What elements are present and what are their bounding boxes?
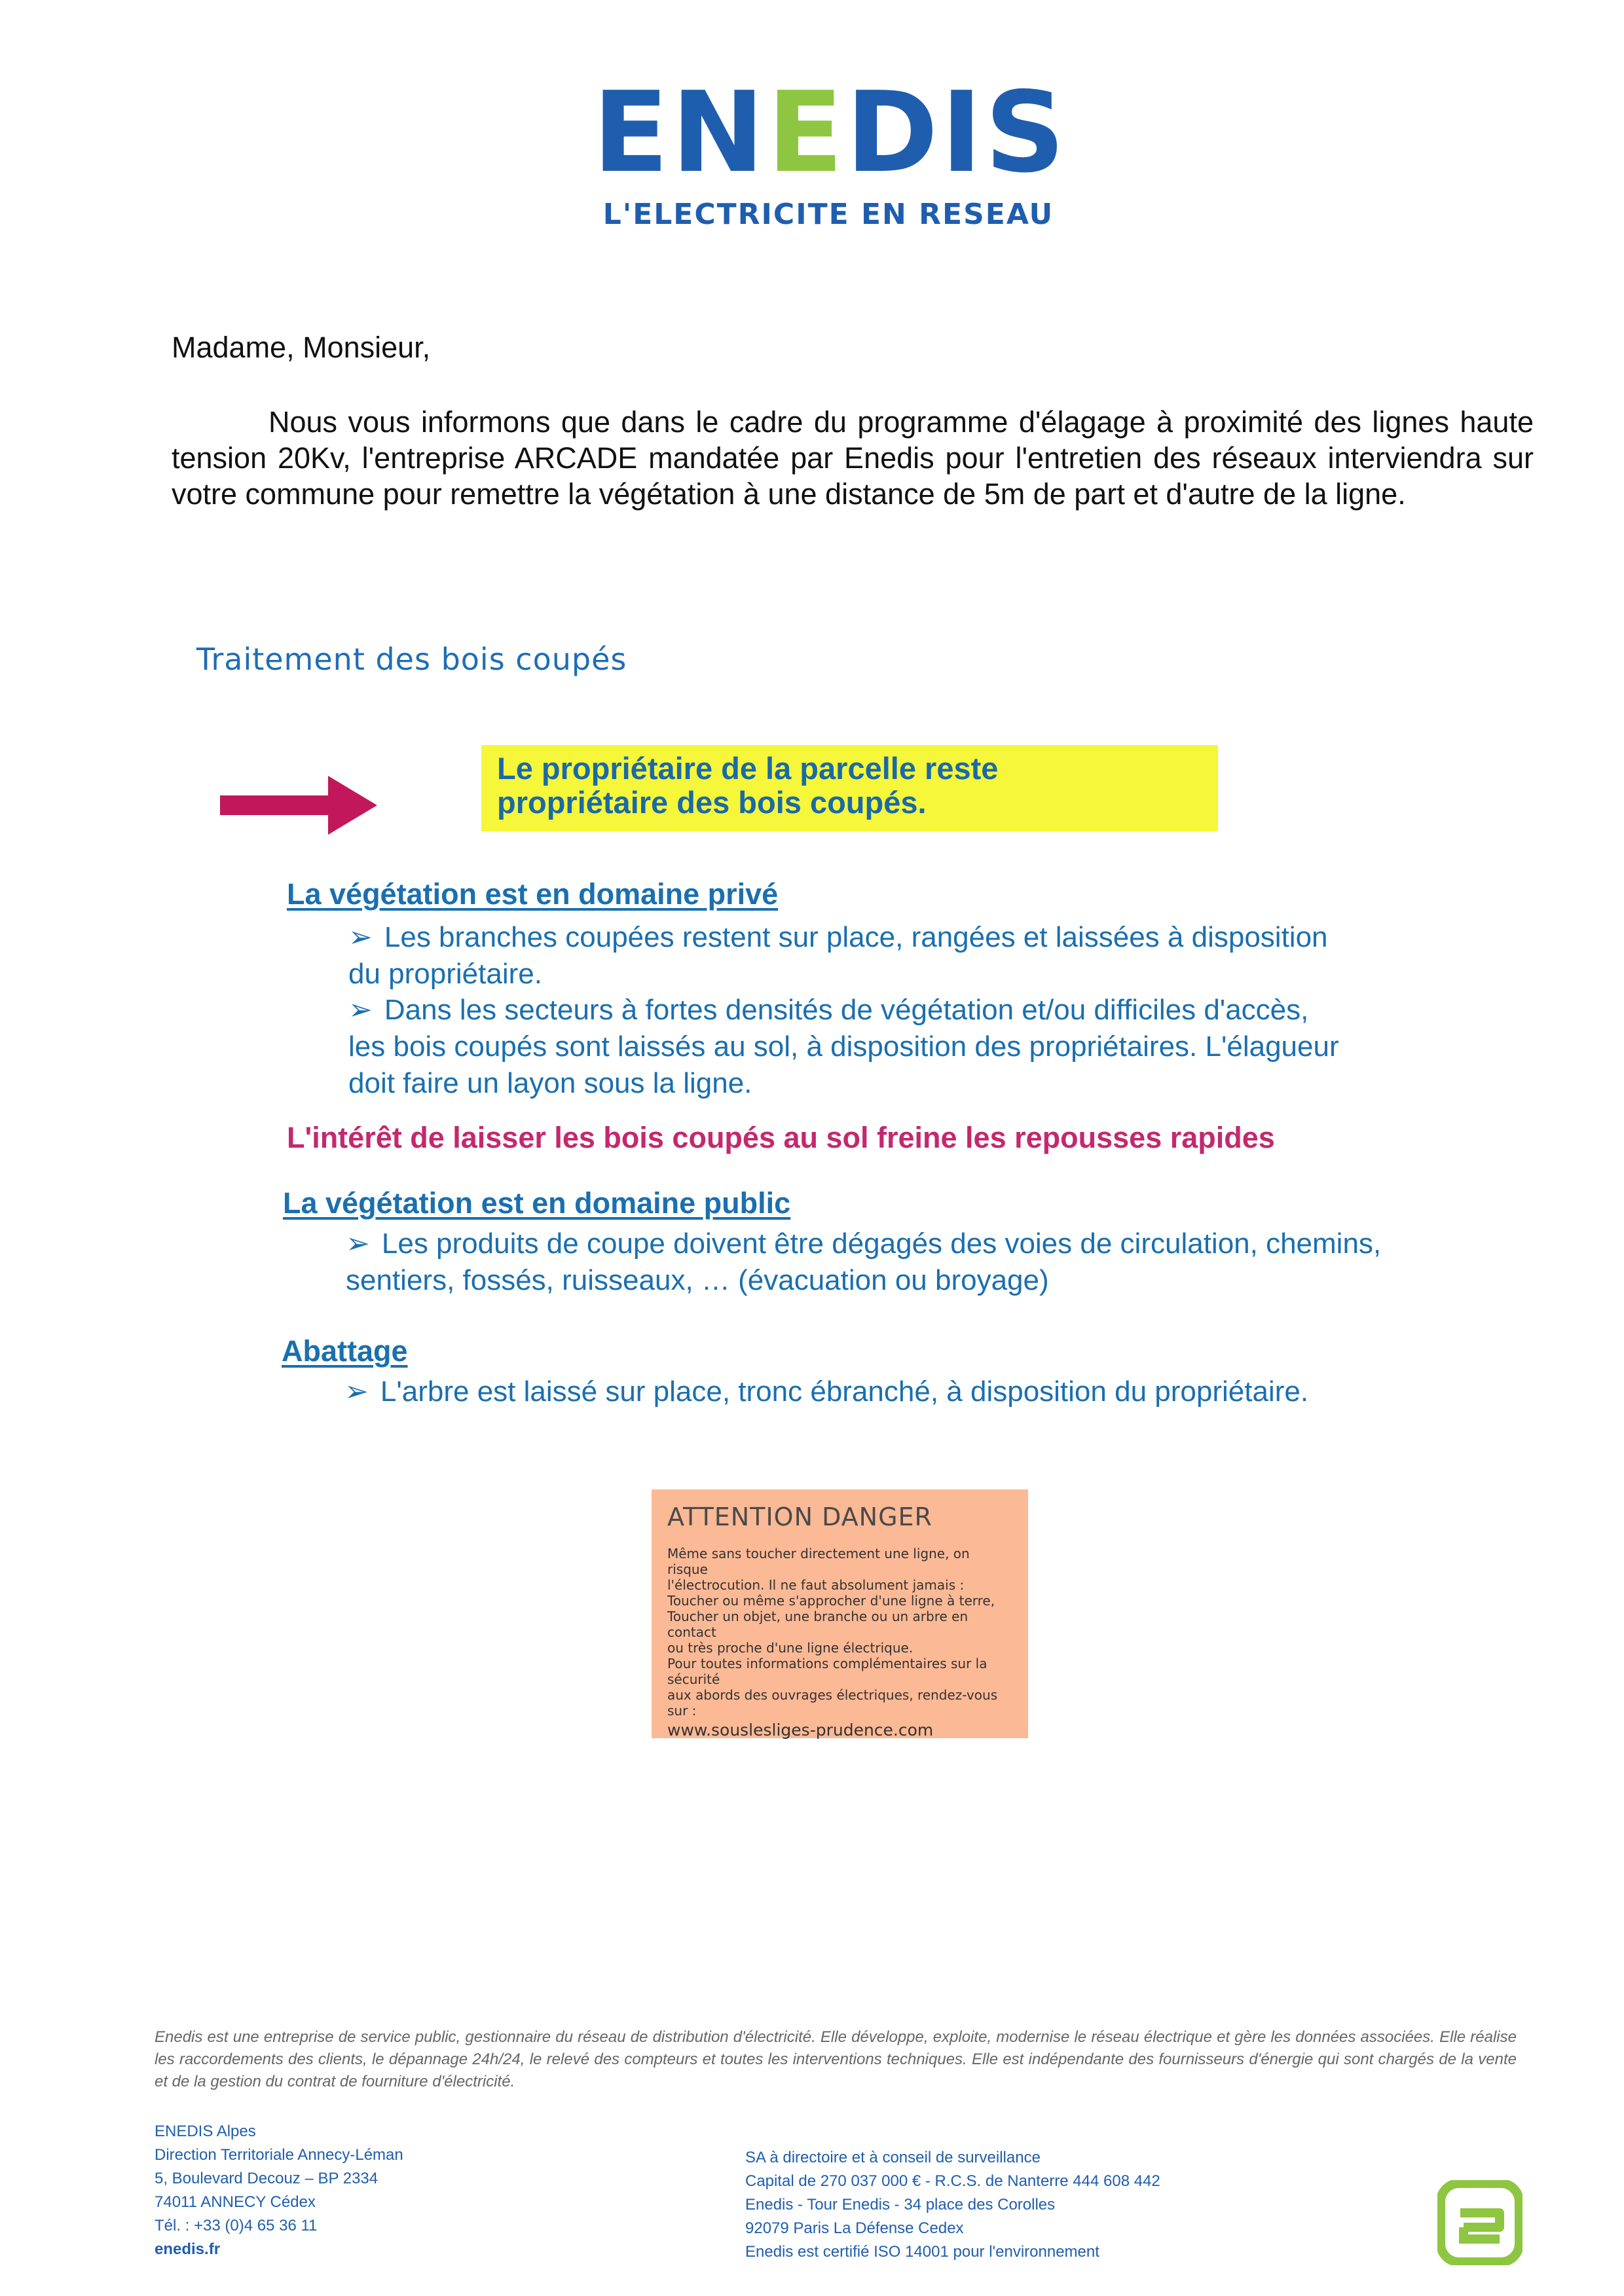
footer-legal-line: Enedis est certifié ISO 14001 pour l'environnement xyxy=(745,2243,1099,2261)
highlight-line-2: propriétaire des bois coupés. xyxy=(497,785,927,820)
right-arrow-icon xyxy=(220,776,377,835)
danger-title: ATTENTION DANGER xyxy=(667,1503,932,1531)
public-heading: La végétation est en domaine public xyxy=(283,1186,791,1220)
danger-link: www.souslesliges-prudence.com xyxy=(667,1721,934,1740)
logo-wordmark: ENEDIS xyxy=(593,68,1068,198)
danger-line: aux abords des ouvrages électriques, rendez-vous sur : xyxy=(667,1687,998,1719)
footer-legal-line: 92079 Paris La Défense Cedex xyxy=(745,2219,964,2237)
danger-line: ou très proche d'une ligne électrique. xyxy=(667,1640,913,1656)
bullet-arrow-icon: ➢ xyxy=(344,1376,369,1408)
danger-line: Toucher un objet, une branche ou un arbre en contact xyxy=(667,1609,969,1640)
danger-line: l'électrocution. Il ne faut absolument jamais : xyxy=(667,1577,965,1593)
public-bullet-1: ➢ Les produits de coupe doivent être dégagés des voies de circulation, chemins, sentiers, fossés, ruisseaux, … (évacuation ou broyage) xyxy=(346,1228,1382,1296)
salutation: Madame, Monsieur, xyxy=(172,331,431,364)
danger-line: Pour toutes informations complémentaires sur la sécurité xyxy=(667,1656,987,1687)
owner-highlight-box xyxy=(481,745,1218,831)
footer-legal-line: Enedis - Tour Enedis - 34 place des Corolles xyxy=(745,2196,1056,2214)
footer-legal-line: SA à directoire et à conseil de surveillance xyxy=(745,2149,1041,2166)
intro-paragraph: Nous vous informons que dans le cadre du programme d'élagage à proximité des lignes haute tension 20Kv, l'entreprise ARCADE mandatée par Enedis pour l'entretien des réseaux interviendra sur votre commune pour remettre la végétation à une distance de 5m de part et d'autre de la ligne. xyxy=(172,405,1534,511)
interet-statement: L'intérêt de laisser les bois coupés au sol freine les repousses rapides xyxy=(287,1121,1275,1154)
footer-address xyxy=(155,2120,403,2261)
danger-notice xyxy=(652,1489,1028,1738)
danger-line: Toucher ou même s'approcher d'une ligne à terre, xyxy=(667,1593,995,1609)
bullet-arrow-icon: ➢ xyxy=(348,994,373,1026)
footer-address-line: Tél. : +33 (0)4 65 36 11 xyxy=(155,2217,318,2234)
footer-website: enedis.fr xyxy=(155,2240,221,2258)
section-title: Traitement des bois coupés xyxy=(196,642,627,677)
enedis-logo xyxy=(593,68,1068,241)
footer-disclaimer: Enedis est une entreprise de service public, gestionnaire du réseau de distribution d'électricité. Elle développe, exploite, modernise le réseau électrique et gère les données associées. Elle réalise les raccordements des clients, le dépannage 24h/24, le relevé des compteurs et toutes les interventions techniques. Elle est indépendante des fournisseurs d'énergie qui sont chargés de la vente et de la gestion du contrat de fourniture d'électricité. xyxy=(155,2028,1517,2090)
enedis-emblem-icon xyxy=(1437,2180,1522,2265)
footer-address-line: Direction Territoriale Annecy-Léman xyxy=(155,2146,403,2164)
bullet-arrow-icon: ➢ xyxy=(346,1228,370,1260)
prive-bullet-1: ➢ Les branches coupées restent sur place, rangées et laissées à disposition du propriétaire. xyxy=(348,921,1328,990)
footer-address-line: 74011 ANNECY Cédex xyxy=(155,2193,316,2211)
footer-legal xyxy=(745,2146,1160,2264)
prive-heading: La végétation est en domaine privé xyxy=(287,877,779,911)
logo-tagline: L'ELECTRICITE EN RESEAU xyxy=(602,198,1054,231)
bullet-arrow-icon: ➢ xyxy=(348,921,373,953)
prive-bullet-2: ➢ Dans les secteurs à fortes densités de végétation et/ou difficiles d'accès, les bois coupés sont laissés au sol, à disposition des propriétaires. L'élagueur doit faire un layon sous la ligne. xyxy=(348,994,1339,1099)
footer-legal-line: Capital de 270 037 000 € - R.C.S. de Nanterre 444 608 442 xyxy=(745,2172,1160,2190)
highlight-line-1: Le propriétaire de la parcelle reste xyxy=(497,751,999,786)
abattage-bullet-1: ➢ L'arbre est laissé sur place, tronc ébranché, à disposition du propriétaire. xyxy=(344,1376,1309,1408)
abattage-heading: Abattage xyxy=(282,1334,408,1368)
danger-line: Même sans toucher directement une ligne, on risque xyxy=(667,1546,970,1577)
footer-address-line: ENEDIS Alpes xyxy=(155,2123,256,2140)
footer-address-line: 5, Boulevard Decouz – BP 2334 xyxy=(155,2170,378,2187)
